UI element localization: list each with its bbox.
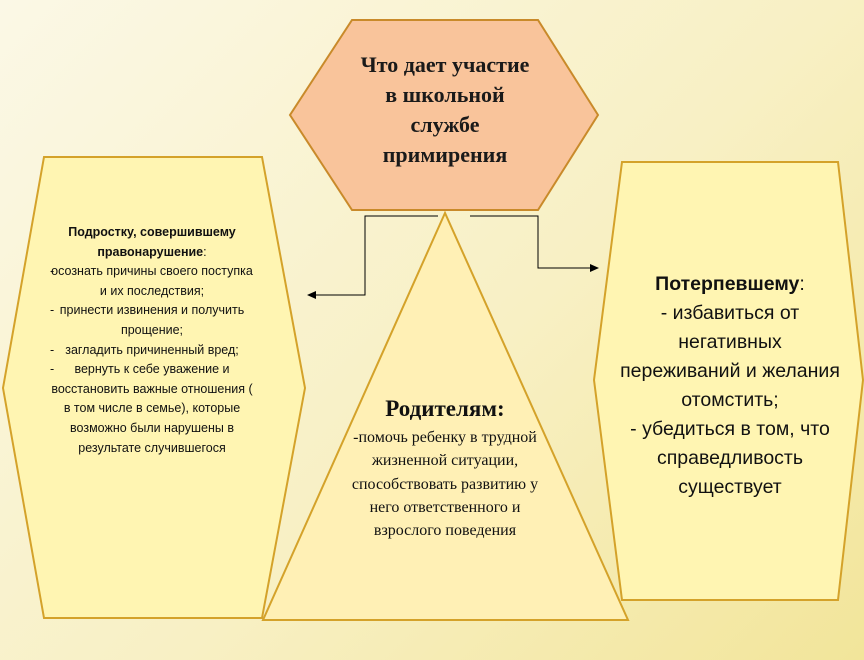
parents-heading: Родителям: — [385, 396, 505, 421]
teen-heading-colon: : — [203, 244, 207, 259]
victim-heading-label: Потерпевшему — [655, 273, 800, 295]
victim-benefit-1: - избавиться от негативных переживаний и желания отомстить; — [620, 302, 840, 411]
victim-heading — [618, 270, 842, 299]
victim-benefits-box — [618, 270, 842, 502]
victim-heading-colon: : — [799, 273, 805, 295]
parents-benefits-box — [345, 392, 545, 542]
teen-benefits-box — [48, 223, 256, 458]
list-item: - принести извинения и получить прощение; — [48, 301, 256, 340]
list-item: - загладить причиненный вред; — [48, 341, 256, 361]
victim-benefit-2: - убедиться в том, что справедливость существует — [630, 418, 830, 498]
arrow-to-right-panel — [470, 216, 598, 268]
teen-benefits-list — [48, 262, 256, 458]
teen-heading — [48, 223, 256, 262]
parents-benefit-text: -помочь ребенку в трудной жизненной ситуации, способствовать развитию у него ответственного и взрослого поведения — [351, 429, 539, 540]
center-title: Что дает участие в школьной службе примирения — [360, 52, 530, 167]
list-item: - вернуть к себе уважение и восстановить важные отношения ( в том числе в семье), которые возможно были нарушены в результате случившегося — [48, 360, 256, 458]
teen-heading-label: Подростку, совершившему правонарушение — [68, 225, 236, 259]
list-item: - осознать причины своего поступка и их последствия; — [48, 262, 256, 301]
